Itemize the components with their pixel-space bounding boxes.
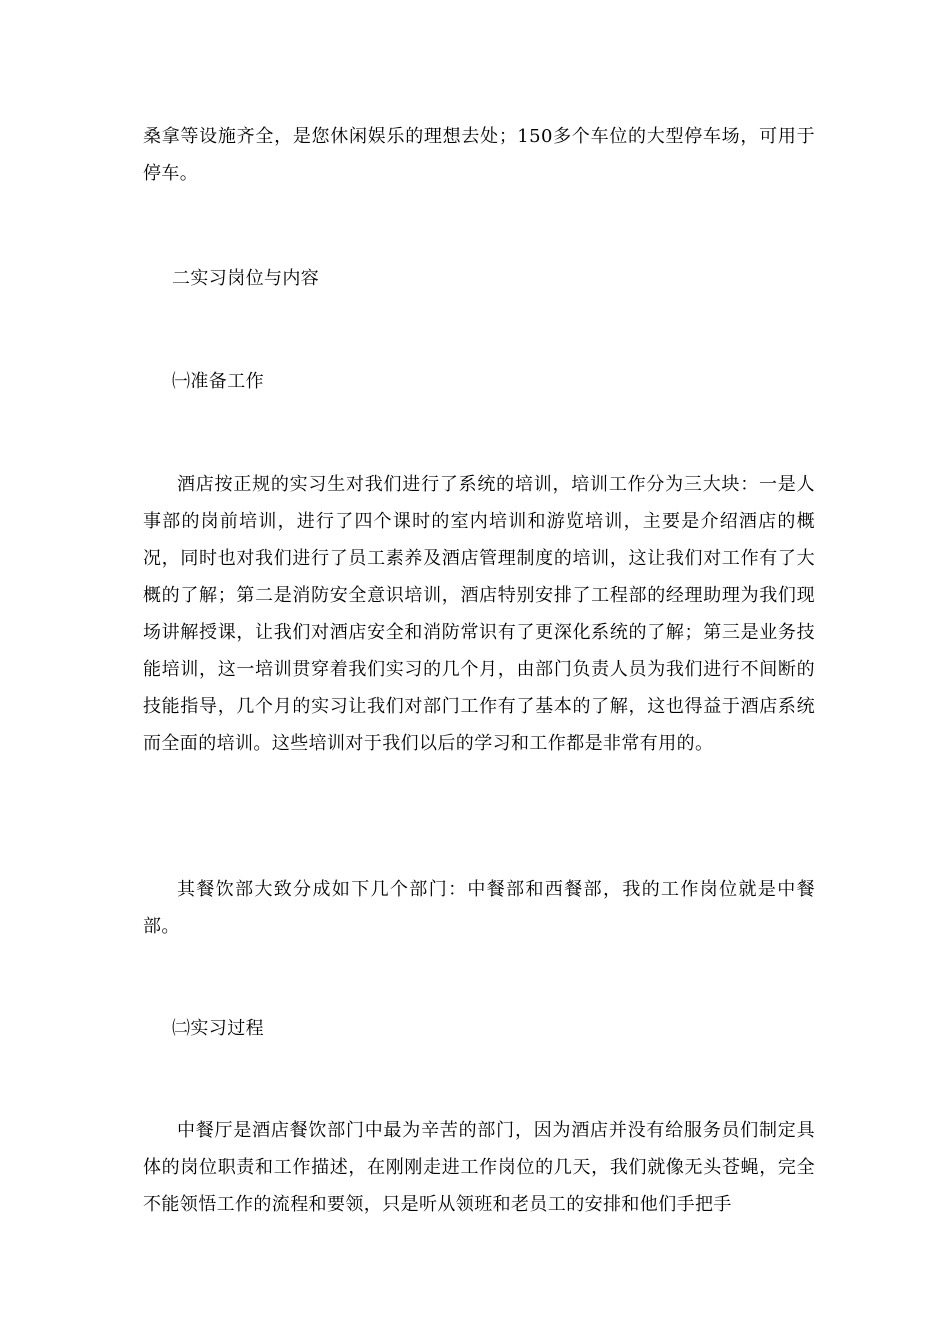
section-heading-internship-position: 二实习岗位与内容 xyxy=(172,268,320,289)
subsection-heading-process: ㈡实习过程 xyxy=(172,1018,264,1039)
paragraph-training: 酒店按正规的实习生对我们进行了系统的培训，培训工作分为三大块：一是人事部的岗前培训，进行了四个课时的室内培训和游览培训，主要是介绍酒店的概况，同时也对我们进行了员工素养及酒店管理制度的培训，这让我们对工作有了大概的了解；第二是消防安全意识培训，酒店特别安排了工程部的经理助理为我们现场讲解授课，让我们对酒店安全和消防常识有了更深化系统的了解；第三是业务技能培训，这一培训贯穿着我们实习的几个月，由部门负责人员为我们进行不间断的技能指导，几个月的实习让我们对部门工作有了基本的了解，这也得益于酒店系统而全面的培训。这些培训对于我们以后的学习和工作都是非常有用的。 xyxy=(143,474,815,754)
paragraph-departments: 其餐饮部大致分成如下几个部门：中餐部和西餐部，我的工作岗位就是中餐部。 xyxy=(143,879,815,937)
paragraph-intro-end: 桑拿等设施齐全，是您休闲娱乐的理想去处；150多个车位的大型停车场，可用于停车。 xyxy=(143,126,815,184)
paragraph-process: 中餐厅是酒店餐饮部门中最为辛苦的部门，因为酒店并没有给服务员们制定具体的岗位职责和工作描述，在刚刚走进工作岗位的几天，我们就像无头苍蝇，完全不能领悟工作的流程和要领，只是听从领班和老员工的安排和他们手把手 xyxy=(143,1120,815,1215)
subsection-heading-preparation: ㈠准备工作 xyxy=(172,371,264,392)
